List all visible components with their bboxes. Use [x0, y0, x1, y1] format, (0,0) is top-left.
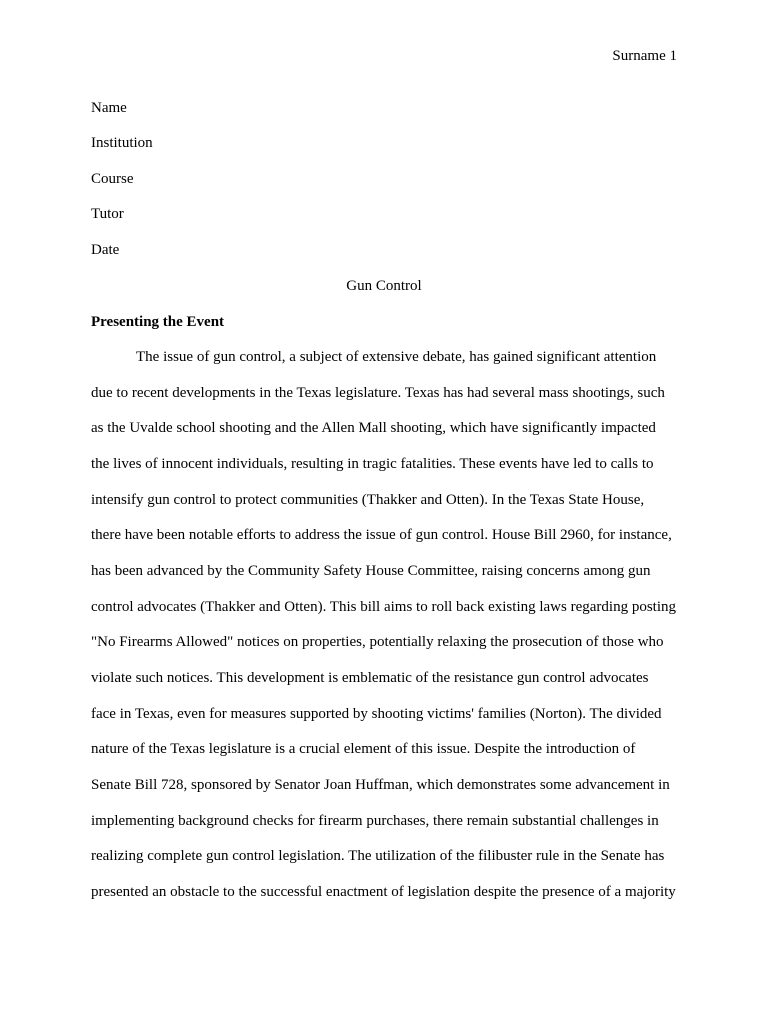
paper-title: Gun Control: [346, 278, 422, 294]
body-line: control advocates (Thakker and Otten). This bill aims to roll back existing laws regarding posting: [91, 599, 676, 615]
body-line: face in Texas, even for measures supported by shooting victims' families (Norton). The divided: [91, 706, 662, 722]
body-line: presented an obstacle to the successful enactment of legislation despite the presence of a majority: [91, 884, 676, 900]
body-line: Senate Bill 728, sponsored by Senator Joan Huffman, which demonstrates some advancement in: [91, 777, 670, 793]
student-name: Name: [91, 100, 127, 116]
body-line: violate such notices. This development is emblematic of the resistance gun control advocates: [91, 670, 649, 686]
body-line: The issue of gun control, a subject of extensive debate, has gained significant attention: [136, 349, 657, 365]
date: Date: [91, 242, 120, 258]
body-line: realizing complete gun control legislation. The utilization of the filibuster rule in the Senate has: [91, 848, 665, 864]
course: Course: [91, 171, 134, 187]
tutor: Tutor: [91, 206, 124, 222]
body-line: nature of the Texas legislature is a crucial element of this issue. Despite the introduction of: [91, 741, 636, 757]
body-line: has been advanced by the Community Safety House Committee, raising concerns among gun: [91, 563, 651, 579]
institution: Institution: [91, 135, 153, 151]
body-line: the lives of innocent individuals, resulting in tragic fatalities. These events have led to calls to: [91, 456, 654, 472]
body-line: implementing background checks for firearm purchases, there remain substantial challenges in: [91, 813, 659, 829]
running-head: Surname 1: [612, 48, 677, 64]
body-line: due to recent developments in the Texas legislature. Texas has had several mass shootings, such: [91, 385, 665, 401]
body-line: intensify gun control to protect communities (Thakker and Otten). In the Texas State House,: [91, 492, 645, 508]
body-line: "No Firearms Allowed" notices on properties, potentially relaxing the prosecution of those who: [91, 634, 664, 650]
body-line: as the Uvalde school shooting and the Allen Mall shooting, which have significantly impacted: [91, 420, 656, 436]
section-heading: Presenting the Event: [91, 314, 225, 330]
body-line: there have been notable efforts to address the issue of gun control. House Bill 2960, for instance,: [91, 527, 672, 543]
